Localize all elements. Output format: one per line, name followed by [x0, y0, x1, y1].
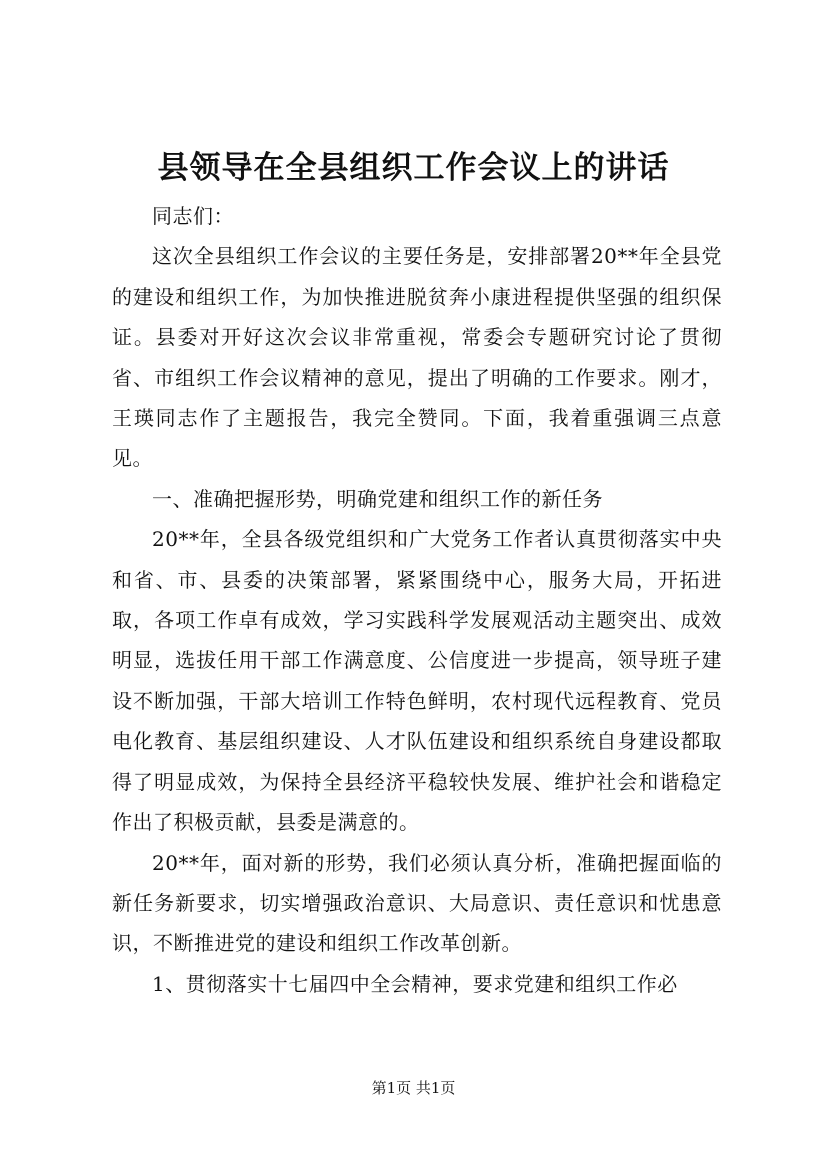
paragraph-achievements: 20**年，全县各级党组织和广大党务工作者认真贯彻落实中央和省、市、县委的决策部署，紧紧围绕中心，服务大局，开拓进取，各项工作卓有成效，学习实践科学发展观活动主题突出、成效明显，选拔任用干部工作满意度、公信度进一步提高，领导班子建设不断加强，干部大培训工作特色鲜明，农村现代远程教育、党员电化教育、基层组织建设、人才队伍建设和组织系统自身建设都取得了明显成效，为保持全县经济平稳较快发展、维护社会和谐稳定作出了积极贡献，县委是满意的。	[112, 527, 722, 835]
paragraph-point-1: 1、贯彻落实十七届四中全会精神，要求党建和组织工作必	[152, 971, 678, 996]
page-footer: 第1页 共1页	[371, 1079, 456, 1097]
salutation: 同志们：	[152, 204, 234, 228]
paragraph-new-situation: 20**年，面对新的形势，我们必须认真分析，准确把握面临的新任务新要求，切实增强政治意识、大局意识、责任意识和忧患意识，不断推进党的建设和组织工作改革创新。	[112, 850, 722, 956]
section-heading-1: 一、准确把握形势，明确党建和组织工作的新任务	[152, 486, 603, 511]
paragraph-intro: 这次全县组织工作会议的主要任务是，安排部署20**年全县党的建设和组织工作，为加快推进脱贫奔小康进程提供坚强的组织保证。县委对开好这次会议非常重视，常委会专题研究讨论了贯彻省、市组织工作会议精神的意见，提出了明确的工作要求。刚才，王瑛同志作了主题报告，我完全赞同。下面，我着重强调三点意见。	[112, 244, 722, 471]
page-title: 县领导在全县组织工作会议上的讲话	[157, 150, 670, 186]
document-body	[112, 196, 722, 1004]
